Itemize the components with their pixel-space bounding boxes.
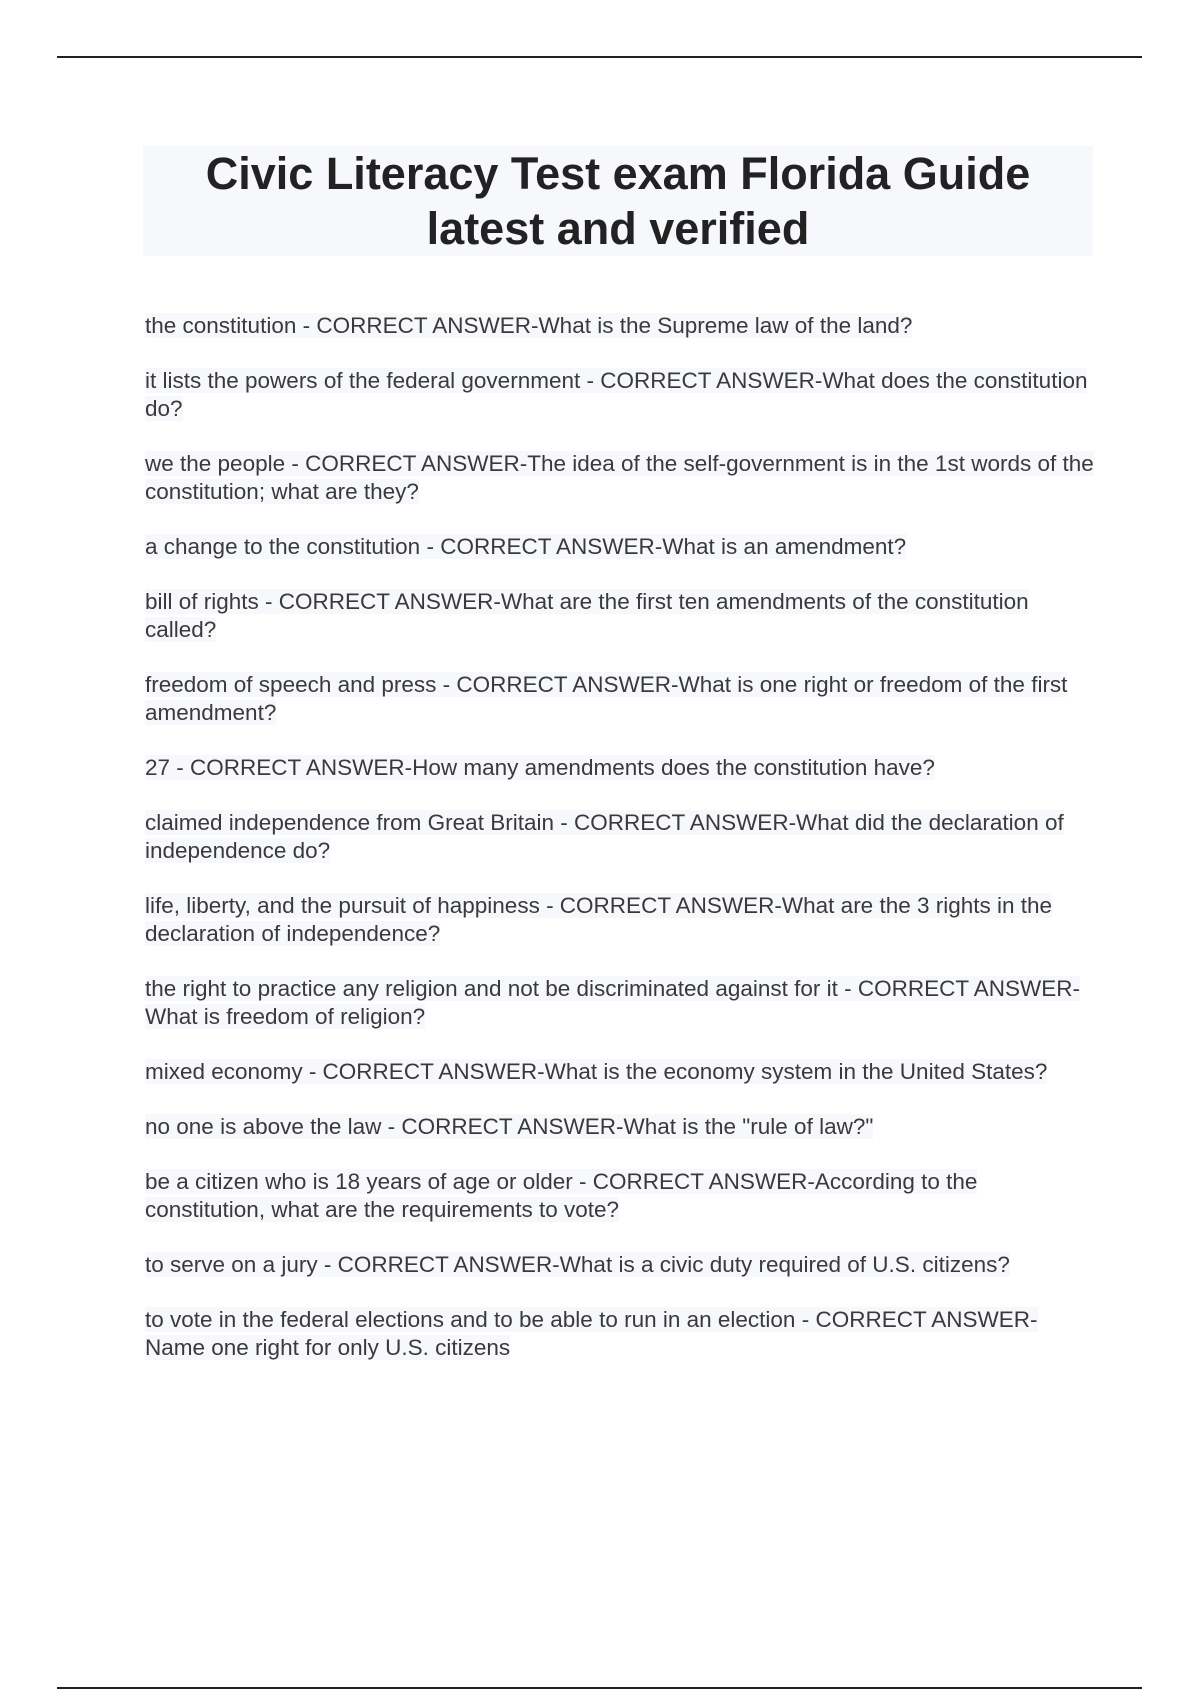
qa-entry xyxy=(145,892,1095,948)
top-divider xyxy=(57,56,1142,58)
qa-entry-text: freedom of speech and press - CORRECT ANSWER-What is one right or freedom of the first amendment? xyxy=(145,672,1068,725)
qa-entry-text: 27 - CORRECT ANSWER-How many amendments does the constitution have? xyxy=(145,755,935,780)
qa-entry xyxy=(145,588,1095,644)
qa-entry-text: be a citizen who is 18 years of age or older - CORRECT ANSWER-According to the constitution, what are the requirements to vote? xyxy=(145,1169,978,1222)
qa-entry-text: no one is above the law - CORRECT ANSWER-What is the "rule of law?" xyxy=(145,1114,874,1139)
qa-entry-text: to serve on a jury - CORRECT ANSWER-What is a civic duty required of U.S. citizens? xyxy=(145,1252,1010,1277)
qa-entry-text: we the people - CORRECT ANSWER-The idea of the self-government is in the 1st words of the constitution; what are they? xyxy=(145,451,1094,504)
title-block xyxy=(143,146,1093,256)
qa-entry xyxy=(145,533,1095,561)
qa-entry-text: bill of rights - CORRECT ANSWER-What are the first ten amendments of the constitution called? xyxy=(145,589,1029,642)
qa-entry xyxy=(145,312,1095,340)
qa-entry xyxy=(145,1251,1095,1279)
qa-entry-text: it lists the powers of the federal government - CORRECT ANSWER-What does the constitution do? xyxy=(145,368,1088,421)
qa-list xyxy=(145,312,1095,1389)
qa-entry-text: mixed economy - CORRECT ANSWER-What is the economy system in the United States? xyxy=(145,1059,1048,1084)
qa-entry xyxy=(145,809,1095,865)
qa-entry xyxy=(145,367,1095,423)
qa-entry xyxy=(145,671,1095,727)
qa-entry-text: claimed independence from Great Britain - CORRECT ANSWER-What did the declaration of independence do? xyxy=(145,810,1064,863)
qa-entry-text: to vote in the federal elections and to be able to run in an election - CORRECT ANSWER-Name one right for only U.S. citizens xyxy=(145,1307,1038,1360)
qa-entry-text: life, liberty, and the pursuit of happiness - CORRECT ANSWER-What are the 3 rights in the declaration of independence? xyxy=(145,893,1053,946)
qa-entry-text: the right to practice any religion and not be discriminated against for it - CORRECT ANSWER-What is freedom of religion? xyxy=(145,976,1080,1029)
bottom-divider xyxy=(57,1687,1142,1689)
qa-entry xyxy=(145,1058,1095,1086)
qa-entry xyxy=(145,754,1095,782)
qa-entry xyxy=(145,1168,1095,1224)
qa-entry xyxy=(145,975,1095,1031)
qa-entry xyxy=(145,1113,1095,1141)
qa-entry xyxy=(145,1306,1095,1362)
qa-entry-text: a change to the constitution - CORRECT ANSWER-What is an amendment? xyxy=(145,534,907,559)
qa-entry xyxy=(145,450,1095,506)
document-title: Civic Literacy Test exam Florida Guide latest and verified xyxy=(205,148,1031,254)
qa-entry-text: the constitution - CORRECT ANSWER-What is the Supreme law of the land? xyxy=(145,313,913,338)
